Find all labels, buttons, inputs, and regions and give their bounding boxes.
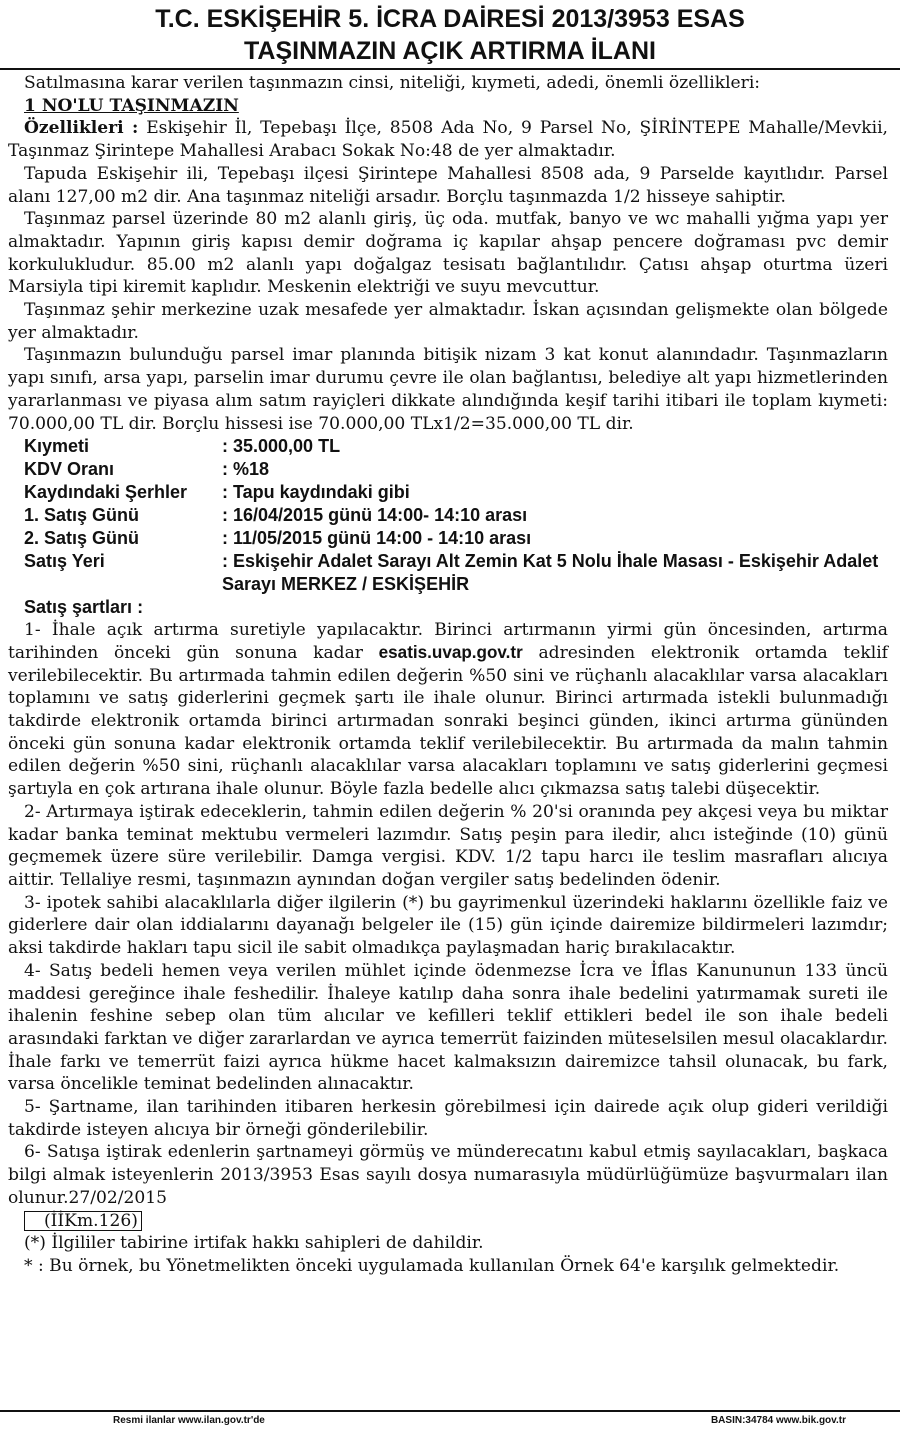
condition-text: 1- İhale açık artırma suretiyle yapılacaktır. Birinci artırmanın yirmi gün öncesinden, artırma tarihinden önceki gün sonuna kadar — [8, 620, 888, 663]
condition-item: 6- Satışa iştirak edenlerin şartnameyi görmüş ve münderecatını kabul etmiş sayılacakları, başkaca bilgi almak isteyenlerin 2013/3953 Esas sayılı dosya numarasıyla müdürlüğümüze başvurmaları ilan olunur.27/02/2015 — [8, 1142, 888, 1208]
law-reference-box: (İİKm.126) — [24, 1211, 142, 1231]
features-paragraph — [8, 117, 888, 162]
spec-label: Kıymeti — [24, 436, 90, 457]
footnote: (*) İlgililer tabirine irtifak hakkı sahipleri de dahildir. — [24, 1233, 484, 1254]
condition-item: 5- Şartname, ilan tarihinden itibaren herkesin görebilmesi için dairede açık olup gideri verildiği takdirde isteyen alıcıya bir örneği gönderilebilir. — [8, 1097, 888, 1140]
spec-value: : Eskişehir Adalet Sarayı Alt Zemin Kat 5 Nolu İhale Masası - Eskişehir Adalet Sarayı MERKEZ / ESKİŞEHİR — [222, 551, 879, 595]
spec-value: : Tapu kaydındaki gibi — [222, 482, 410, 503]
document-subtitle: TAŞINMAZIN AÇIK ARTIRMA İLANI — [244, 37, 656, 65]
spec-row — [8, 550, 888, 596]
description-paragraph: Tapuda Eskişehir ili, Tepebaşı ilçesi Şirintepe Mahallesi 8508 ada, 9 Parselde kayıtlıdır. Parsel alanı 127,00 m2 dir. Ana taşınmaz niteliği arsadır. Borçlu taşınmazda 1/2 hisseye sahiptir. — [8, 163, 888, 207]
condition-item: 2- Artırmaya iştirak edeceklerin, tahmin edilen değerin % 20'si oranında pey akçesi veya bu miktar kadar banka teminat mektubu vermeleri lazımdır. Satış peşin para iledir, alıcı isteğinde (10) günü geçmemek üzere süre verilebilir. Damga vergisi. KDV. 1/2 tapu harcı ile teslim masrafları alıcıya aittir. Tellaliye resmi, taşınmazın aynından doğan vergiler satış bedelinden ödenir. — [8, 801, 888, 890]
esatis-link[interactable]: esatis.uvap.gov.tr — [378, 642, 523, 662]
spec-label: 1. Satış Günü — [24, 505, 140, 526]
spec-value: : 11/05/2015 günü 14:00 - 14:10 arası — [222, 528, 532, 549]
spec-row — [8, 504, 888, 527]
spec-label: Satış Yeri — [24, 551, 105, 572]
spec-value: : %18 — [222, 459, 270, 480]
spec-row — [8, 481, 888, 504]
property-heading — [8, 95, 888, 118]
specs-block — [8, 435, 888, 596]
description-paragraph: Taşınmaz şehir merkezine uzak mesafede yer almaktadır. İskan açısından gelişmekte olan bölgede yer almaktadır. — [8, 300, 888, 343]
spec-row — [8, 458, 888, 481]
spec-row — [8, 527, 888, 550]
features-label: Özellikleri : — [24, 118, 139, 139]
description-paragraph: Taşınmazın bulunduğu parsel imar planında bitişik nizam 3 kat konut alanındadır. Taşınmazların yapı sınıfı, arsa yapı, parselin imar durumu çevre ile olan bağlantısı, belediye alt yapı hizmetlerinden yararlanması ve piyasa alım satım rayiçleri dikkate alındığında keşif tarihi itibari ile toplam kıymeti: 70.000,00 TL dir. Borçlu hissesi ise 70.000,00 TLx1/2=35.000,00 TL dir. — [8, 345, 888, 434]
footnote: * : Bu örnek, bu Yönetmelikten önceki uygulamada kullanılan Örnek 64'e karşılık gelmektedir. — [24, 1255, 840, 1276]
spec-value: : 35.000,00 TL — [222, 436, 341, 457]
features-text: Eskişehir İl, Tepebaşı İlçe, 8508 Ada No, 9 Parsel No, ŞİRİNTEPE Mahalle/Mevkii, Taşınmaz Şirintepe Mahallesi Arabacı Sokak No:48 de yer almaktadır. — [8, 118, 888, 162]
description-paragraph: Taşınmaz parsel üzerinde 80 m2 alanlı giriş, üç oda. mutfak, banyo ve wc mahalli yığma yapı yer almaktadır. Yapının giriş kapısı demir doğrama iç kapılar ahşap pencere doğraması pvc demir korkulukludur. 85.00 m2 alanlı yapı doğalgaz tesisatı bağlantılıdır. Çatısı ahşap oturtma üzeri Marsiyla tipi kiremit kaplıdır. Meskenin elektriği ve suyu mevcuttur. — [8, 209, 888, 298]
spec-row — [8, 435, 888, 458]
spec-label: KDV Oranı — [24, 459, 115, 480]
property-heading-label: 1 NO'LU TAŞINMAZIN — [24, 95, 239, 116]
condition-text: adresinden elektronik ortamda teklif verilebilecektir. Bu artırmada tahmin edilen değerin %50 sini ve rüçhanlı alacaklılar varsa alacakları toplamını ve satış giderlerini geçmek şartı ile ihale olunur. Birinci artırmada istekli bulunmadığı takdirde elektronik ortamda birinci artırmadan sonraki beşinci günden, ikinci artırma gününden önceki gün sonuna kadar elektronik ortamda teklif verilebilecektir. Bu artırmada da malın tahmin edilen değerin %50 sini, rüçhanlı alacaklılar varsa alacakları toplamını ve satış giderlerini geçmesi şartıyla en çok artırana ihale olunur. Böyle fazla bedelle alıcı çıkmazsa satış talebi düşecektir. — [8, 642, 888, 800]
footer-bar — [0, 1412, 900, 1431]
spec-value: : 16/04/2015 günü 14:00- 14:10 arası — [222, 505, 528, 526]
spec-label: 2. Satış Günü — [24, 528, 140, 549]
document-title: T.C. ESKİŞEHİR 5. İCRA DAİRESİ 2013/3953 ESAS — [155, 5, 745, 33]
condition-item: 4- Satış bedeli hemen veya verilen mühlet içinde ödenmezse İcra ve İflas Kanununun 133 üncü maddesi gereğince ihale feshedilir. İhaleye katılıp daha sonra ihale bedelini yatırmamak sureti ile ihalenin feshine sebep olan tüm alıcılar ve kefilleri teklif ettikleri bedel ile son ihale bedeli arasındaki farktan ve diğer zararlardan ve ayrıca temerrüt faizinden müteselsilen mesul olacaklardır. İhale farkı ve temerrüt faizi ayrıca hükme hacet kalmaksızın dairemizce tahsil olunacak, bu fark, varsa öncelikle teminat bedelinden alınacaktır. — [8, 960, 888, 1095]
footer-left-text: Resmi ilanlar www.ilan.gov.tr'de — [113, 1415, 265, 1426]
footer-right-text: BASIN:34784 www.bik.gov.tr — [710, 1415, 846, 1426]
spec-label: Kaydındaki Şerhler — [24, 482, 188, 503]
condition-item: 3- ipotek sahibi alacaklılarla diğer ilgilerin (*) bu gayrimenkul üzerindeki haklarını özellikle faiz ve giderlere dair olan iddialarını dayanağı belgeler ile (15) gün içinde dairemize bildirmeleri lazımdır; aksi takdirde hakları tapu sicil ile sabit olmadıkça paylaşmadan hariç bırakılacaktır. — [8, 892, 888, 959]
conditions-heading: Satış şartları : — [24, 597, 144, 618]
law-reference — [8, 1210, 888, 1233]
intro-text: Satılmasına karar verilen taşınmazın cinsi, niteliği, kıymeti, adedi, önemli özellikleri: — [24, 73, 761, 93]
announcement-body — [8, 68, 888, 1278]
condition-item — [8, 619, 888, 801]
